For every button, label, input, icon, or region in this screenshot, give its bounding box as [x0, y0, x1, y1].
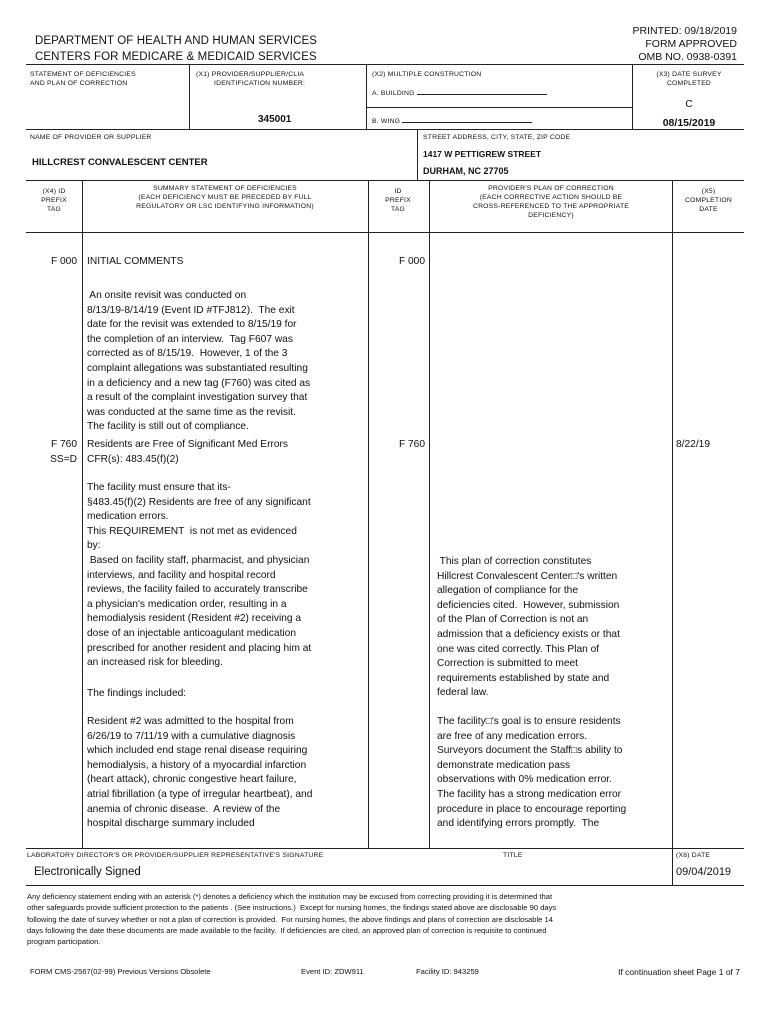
text-line: of the Plan of Correction is not an	[437, 614, 589, 626]
f760-prefix: F 760	[50, 439, 77, 450]
rule	[366, 107, 632, 108]
disclaimer-line: days following the date these documents are made available to the facility. If deficiencies are cited, an approved plan of correction is requisite to continued	[27, 925, 547, 935]
department-name: DEPARTMENT OF HEALTH AND HUMAN SERVICES	[35, 35, 318, 47]
statement-label: STATEMENT OF DEFICIENCIES	[30, 71, 136, 78]
wing-blank	[402, 114, 532, 123]
address-label: STREET ADDRESS, CITY, STATE, ZIP CODE	[423, 134, 571, 141]
f760-cfr: CFR(s): 483.45(f)(2)	[87, 454, 179, 465]
f760-text-b	[87, 715, 367, 832]
x3-label: (X3) DATE SURVEY	[656, 71, 722, 78]
rule	[82, 180, 83, 848]
text-line: are free of any medication errors.	[437, 730, 588, 742]
text-line: anemia of chronic disease. A review of the	[87, 803, 281, 815]
text-line: This plan of correction constitutes	[437, 556, 592, 567]
provider-id: 345001	[258, 114, 292, 125]
plan-header	[430, 184, 672, 220]
id-header-line: TAG	[390, 206, 406, 213]
address-city: DURHAM, NC 27705	[423, 166, 509, 176]
plan-text-a	[437, 555, 671, 701]
disclaimer	[27, 891, 742, 947]
text-line: Resident #2 was admitted to the hospital from	[87, 716, 294, 727]
form-number: FORM CMS-2567(02-99) Previous Versions Obsolete	[30, 967, 211, 976]
rule	[672, 180, 673, 848]
text-line: complaint allegations was substantiated resulting	[87, 362, 308, 374]
text-line: This REQUIREMENT is not met as evidenced	[87, 525, 297, 537]
text-line: (heart attack), chronic congestive heart failure,	[87, 774, 297, 786]
text-line: observations with 0% medication error.	[437, 774, 612, 786]
f760-title: Residents are Free of Significant Med Errors	[87, 439, 289, 450]
f760-findings: The findings included:	[87, 688, 187, 699]
text-line: by:	[87, 540, 101, 552]
id-header-line: ID	[394, 188, 402, 195]
f760-scope-severity: SS=D	[50, 454, 77, 465]
text-line: demonstrate medication pass	[437, 759, 571, 771]
text-line: allegation of compliance for the	[437, 585, 579, 597]
text-line: Surveyors document the Staff□s ability to	[437, 745, 623, 757]
text-line: a result of the complaint investigation survey that	[87, 392, 308, 404]
printed-date: PRINTED: 09/18/2019	[632, 25, 737, 37]
text-line: requirements established by state and	[437, 672, 610, 684]
rule	[26, 232, 744, 233]
x5-header-line: (X5)	[701, 188, 716, 195]
text-line: deficiencies cited. However, submission	[437, 599, 620, 611]
f760-completion-date: 8/22/19	[676, 439, 710, 450]
x2-label: (X2) MULTIPLE CONSTRUCTION	[372, 71, 482, 78]
text-line: The facility is still out of compliance.	[87, 421, 249, 433]
text-line: Based on facility staff, pharmacist, and physician	[87, 554, 310, 566]
text-line: Correction is submitted to meet	[437, 658, 578, 670]
text-line: interviews, and facility and hospital record	[87, 569, 276, 581]
text-line: Hillcrest Convalescent Center□'s written	[437, 570, 618, 582]
text-line: in a deficiency and a new tag (F760) was cited as	[87, 377, 311, 389]
text-line: atrial fibrillation (a type of irregular heartbeat), and	[87, 788, 313, 800]
survey-date: 08/15/2019	[662, 117, 716, 129]
id-header	[369, 187, 427, 214]
text-line: was conducted at the same time as the revisit.	[87, 406, 296, 418]
summary-header	[82, 184, 368, 211]
plan-header-line: PROVIDER'S PLAN OF CORRECTION	[488, 185, 614, 192]
text-line: prescribed for another resident and placing him at	[87, 642, 312, 654]
f000-title: INITIAL COMMENTS	[87, 256, 184, 267]
f000-prefix: F 000	[50, 256, 77, 267]
text-line: and identifying errors promptly. The	[437, 818, 600, 830]
text-line: §483.45(f)(2) Residents are free of any significant	[87, 496, 311, 508]
survey-code: C	[685, 99, 693, 110]
rule	[672, 848, 673, 885]
rule	[417, 129, 418, 180]
title-label: TITLE	[503, 852, 523, 859]
omb-number: OMB NO. 0938-0391	[638, 51, 737, 63]
disclaimer-line: other safeguards provide sufficient protection to the patients . (See instructions.) Except for nursing homes, the findings stated above are disclosable 90 days	[27, 903, 557, 913]
text-line: 6/26/19 to 7/11/19 with a cumulative diagnosis	[87, 730, 296, 742]
provider-label: NAME OF PROVIDER OR SUPPLIER	[30, 134, 152, 141]
statement-label: AND PLAN OF CORRECTION	[30, 80, 128, 87]
plan-header-line: (EACH CORRECTIVE ACTION SHOULD BE	[479, 194, 623, 201]
text-line: reviews, the facility failed to accurately transcribe	[87, 584, 308, 596]
rule	[368, 180, 369, 848]
id-header-line: PREFIX	[385, 197, 411, 204]
plan-header-line: CROSS-REFERENCED TO THE APPROPRIATE	[472, 203, 630, 210]
x2-wing: B. WING	[372, 114, 532, 126]
rule	[26, 180, 744, 181]
rule	[26, 848, 744, 849]
building-blank	[417, 86, 547, 95]
text-line: procedure in place to encourage reporting	[437, 803, 627, 815]
text-line: hemodialysis, a history of a myocardial infarction	[87, 759, 307, 771]
signature-value: Electronically Signed	[34, 866, 141, 878]
provider-name: HILLCREST CONVALESCENT CENTER	[32, 157, 208, 168]
rule	[26, 129, 744, 130]
page-indicator: If continuation sheet Page 1 of 7	[618, 967, 740, 977]
x4-header	[26, 187, 82, 214]
text-line: a physician's medication order, resulting in a	[87, 598, 287, 610]
text-line: medication errors.	[87, 511, 169, 523]
rule	[632, 64, 633, 129]
x2-building: A. BUILDING	[372, 86, 547, 98]
x5-header-line: COMPLETION	[685, 197, 732, 204]
summary-header-line: (EACH DEFICIENCY MUST BE PRECEDED BY FULL	[138, 194, 312, 201]
f000-text	[87, 289, 367, 435]
text-line: an increased risk for bleeding.	[87, 657, 223, 669]
text-line: hospital discharge summary included	[87, 818, 255, 830]
text-line: one was cited correctly. This Plan of	[437, 643, 600, 655]
signature-date-label: (X6) DATE	[676, 852, 711, 859]
x4-header-line: PREFIX	[41, 197, 67, 204]
text-line: federal law.	[437, 687, 489, 699]
disclaimer-line: Any deficiency statement ending with an asterisk (*) denotes a deficiency which the institution may be excused from correcting providing it is determined that	[27, 892, 553, 901]
disclaimer-line: program participation.	[27, 937, 101, 947]
summary-header-line: SUMMARY STATEMENT OF DEFICIENCIES	[153, 185, 297, 192]
x5-header	[673, 187, 744, 214]
event-id: Event ID: ZDW911	[301, 967, 364, 976]
rule	[26, 64, 744, 65]
address-street: 1417 W PETTIGREW STREET	[423, 149, 542, 159]
plan-header-line: DEFICIENCY)	[528, 212, 574, 219]
text-line: An onsite revisit was conducted on	[87, 290, 247, 301]
text-line: corrected as of 8/15/19. However, 1 of the 3	[87, 348, 288, 360]
plan-text-b	[437, 715, 671, 832]
f000-tag: F 000	[398, 256, 425, 267]
x1-label: (X1) PROVIDER/SUPPLIER/CLIA	[196, 71, 305, 78]
facility-id: Facility ID: 943259	[416, 967, 479, 976]
text-line: The facility has a strong medication error	[437, 788, 622, 800]
x5-header-line: DATE	[699, 206, 718, 213]
x1-label: IDENTIFICATION NUMBER:	[214, 80, 306, 87]
text-line: which included end stage renal disease requiring	[87, 745, 308, 757]
f760-tag: F 760	[398, 439, 425, 450]
text-line: the completion of an interview. Tag F607 was	[87, 333, 293, 345]
f760-text-a	[87, 481, 367, 671]
rule	[189, 64, 190, 129]
summary-header-line: REGULATORY OR LSC IDENTIFYING INFORMATION)	[136, 203, 314, 210]
text-line: The facility□'s goal is to ensure residents	[437, 716, 621, 727]
x4-header-line: (X4) ID	[42, 188, 66, 195]
rule	[366, 64, 367, 129]
signature-date: 09/04/2019	[676, 866, 732, 878]
form-approved: FORM APPROVED	[645, 38, 737, 50]
text-line: date for the revisit was extended to 8/15/19 for	[87, 319, 297, 331]
signature-label: LABORATORY DIRECTOR'S OR PROVIDER/SUPPLIER REPRESENTATIVE'S SIGNATURE	[27, 852, 324, 859]
text-line: dose of an injectable anticoagulant medication	[87, 627, 296, 639]
agency-name: CENTERS FOR MEDICARE & MEDICAID SERVICES	[35, 51, 317, 63]
x4-header-line: TAG	[46, 206, 62, 213]
text-line: admission that a deficiency exists or that	[437, 628, 620, 640]
disclaimer-line: following the date of survey whether or not a plan of correction is provided. For nursing homes, the above findings and plans of correction are disclosable 14	[27, 914, 553, 924]
rule	[429, 180, 430, 848]
rule	[26, 885, 744, 886]
text-line: The facility must ensure that its-	[87, 482, 231, 493]
x3-label: COMPLETED	[666, 80, 712, 87]
text-line: hemodialysis resident (Resident #2) receiving a	[87, 613, 302, 625]
text-line: 8/13/19-8/14/19 (Event ID #TFJ812). The exit	[87, 304, 295, 316]
